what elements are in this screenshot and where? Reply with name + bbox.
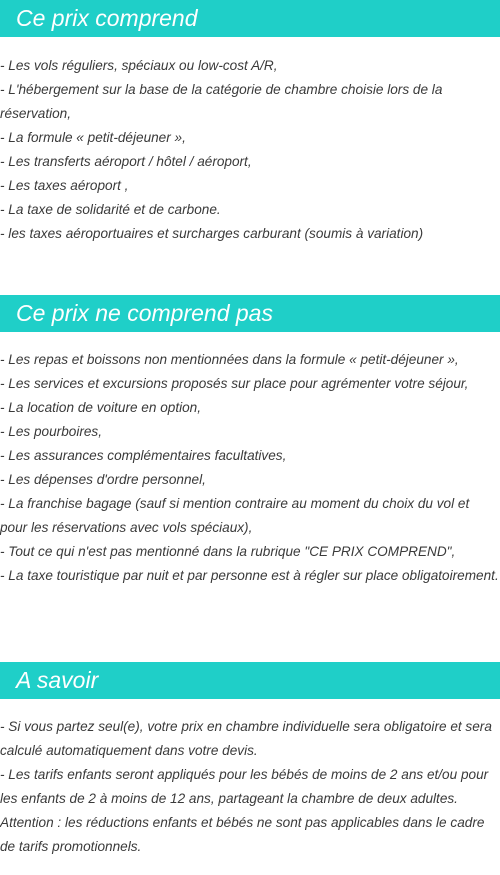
list-item: - L'hébergement sur la base de la catégorie de chambre choisie lors de la réservation, xyxy=(0,82,443,121)
list-item: - Les dépenses d'ordre personnel, xyxy=(0,472,206,487)
list-item: - Les transferts aéroport / hôtel / aéroport, xyxy=(0,154,252,169)
list-item: - La franchise bagage (sauf si mention contraire au moment du choix du vol et pour les réservations avec vols spéciaux), xyxy=(0,496,470,535)
section-header-excludes xyxy=(0,295,500,332)
list-item: - Les services et excursions proposés sur place pour agrémenter votre séjour, xyxy=(0,376,469,391)
section-title: A savoir xyxy=(16,667,99,693)
list-item: - La taxe touristique par nuit et par personne est à régler sur place obligatoirement. xyxy=(0,568,499,583)
section-header-good-to-know xyxy=(0,662,500,699)
list-item: - Les repas et boissons non mentionnées dans la formule « petit-déjeuner », xyxy=(0,352,459,367)
list-item: - Les vols réguliers, spéciaux ou low-cost A/R, xyxy=(0,58,278,73)
includes-list xyxy=(0,54,500,246)
list-item: - Les pourboires, xyxy=(0,424,103,439)
list-item: - La taxe de solidarité et de carbone. xyxy=(0,202,221,217)
list-item: - Tout ce qui n'est pas mentionné dans la rubrique "CE PRIX COMPREND", xyxy=(0,544,456,559)
good-to-know-list xyxy=(0,715,500,859)
list-item: - Les taxes aéroport , xyxy=(0,178,129,193)
list-item: - La location de voiture en option, xyxy=(0,400,202,415)
list-item: - les taxes aéroportuaires et surcharges carburant (soumis à variation) xyxy=(0,226,424,241)
section-title: Ce prix ne comprend pas xyxy=(16,300,273,326)
section-title: Ce prix comprend xyxy=(16,5,198,31)
excludes-list xyxy=(0,348,500,588)
list-item: - La formule « petit-déjeuner », xyxy=(0,130,186,145)
section-header-includes xyxy=(0,0,500,37)
list-item: - Si vous partez seul(e), votre prix en chambre individuelle sera obligatoire et sera calculé automatiquement dans votre devis. xyxy=(0,719,492,758)
list-item: - Les tarifs enfants seront appliqués pour les bébés de moins de 2 ans et/ou pour les enfants de 2 à moins de 12 ans, partageant la chambre de deux adultes. xyxy=(0,767,489,806)
list-item: - Les assurances complémentaires facultatives, xyxy=(0,448,287,463)
list-item: Attention : les réductions enfants et bébés ne sont pas applicables dans le cadre de tarifs promotionnels. xyxy=(0,815,485,854)
